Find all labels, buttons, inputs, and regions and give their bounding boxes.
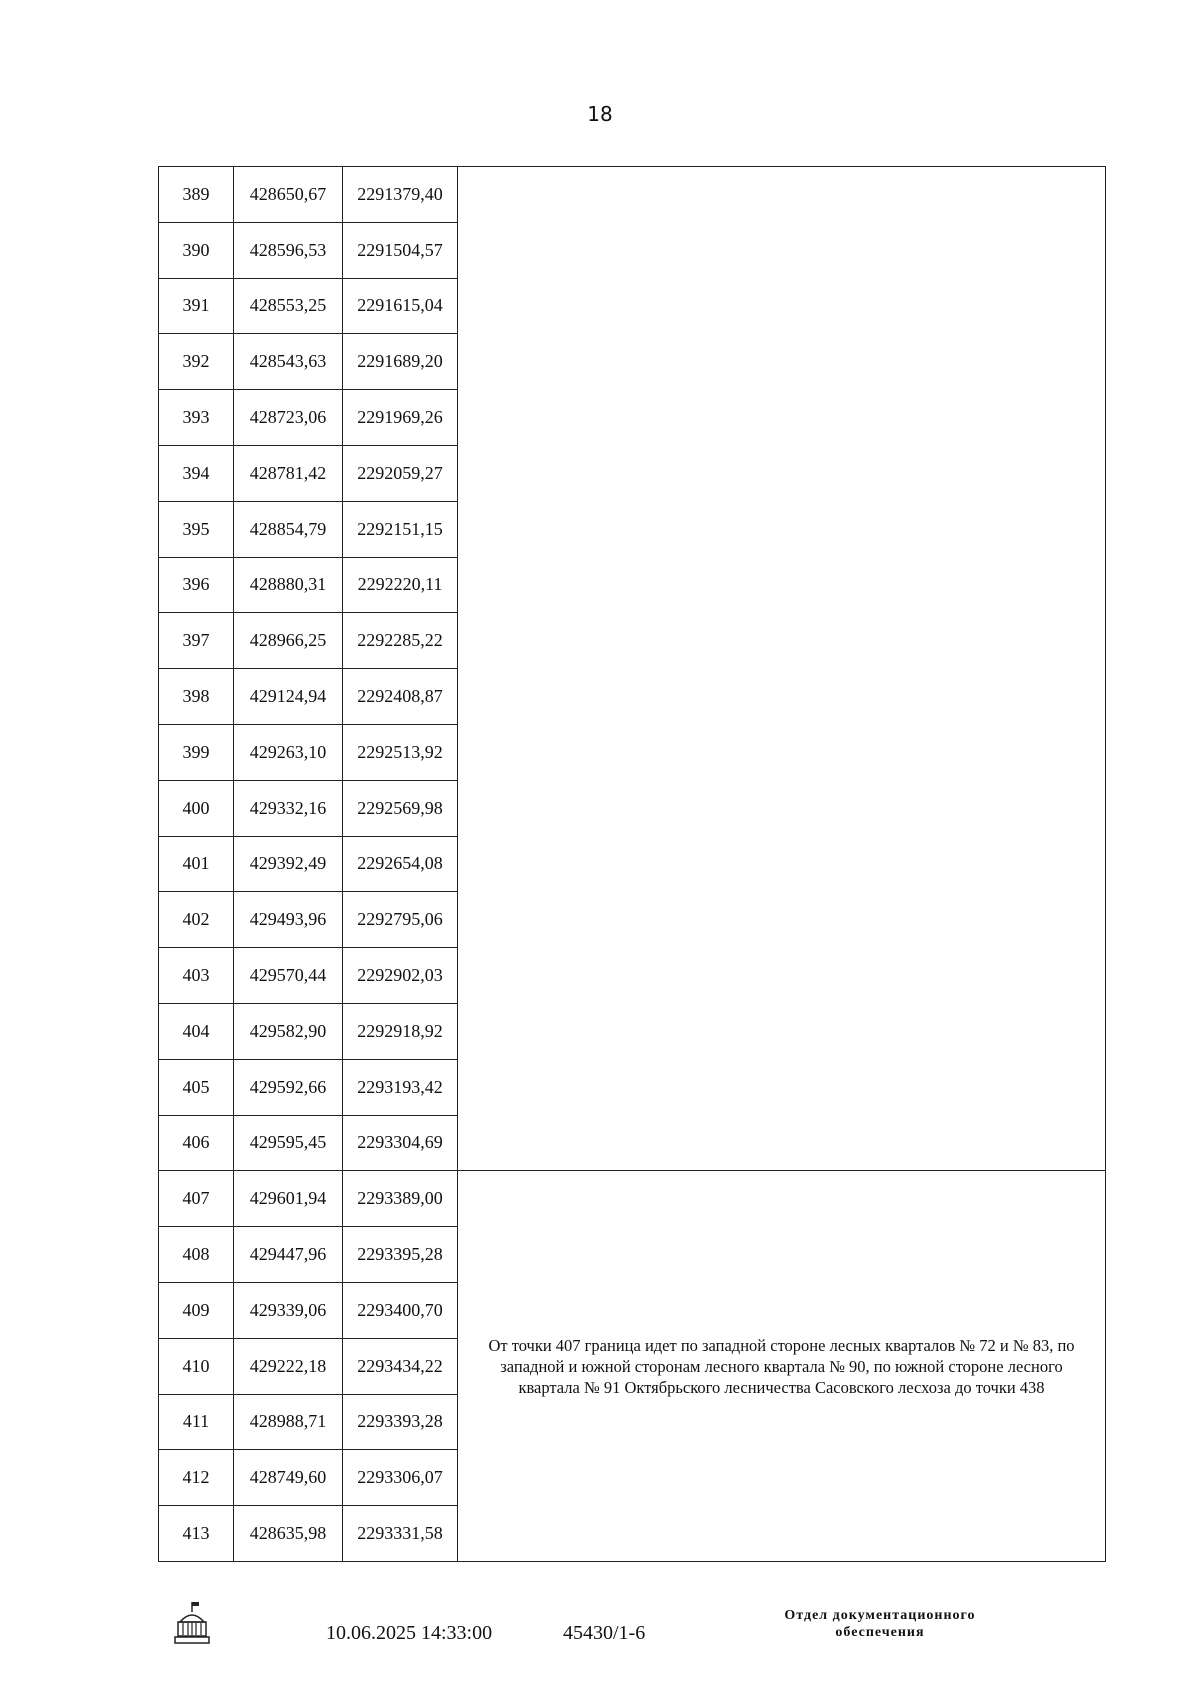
- point-number-cell: 406: [159, 1115, 234, 1171]
- x-coordinate-cell: 428749,60: [234, 1450, 343, 1506]
- point-number-cell: 410: [159, 1338, 234, 1394]
- point-number-cell: 396: [159, 557, 234, 613]
- point-number-cell: 397: [159, 613, 234, 669]
- y-coordinate-cell: 2292220,11: [343, 557, 458, 613]
- footer-department: [735, 1607, 1025, 1641]
- y-coordinate-cell: 2292654,08: [343, 836, 458, 892]
- x-coordinate-cell: 429222,18: [234, 1338, 343, 1394]
- duma-building-logo-icon: [172, 1600, 212, 1646]
- y-coordinate-cell: 2292151,15: [343, 501, 458, 557]
- y-coordinate-cell: 2293193,42: [343, 1059, 458, 1115]
- x-coordinate-cell: 428781,42: [234, 445, 343, 501]
- y-coordinate-cell: 2292569,98: [343, 780, 458, 836]
- x-coordinate-cell: 429392,49: [234, 836, 343, 892]
- point-number-cell: 404: [159, 1003, 234, 1059]
- y-coordinate-cell: 2293306,07: [343, 1450, 458, 1506]
- table-row: [159, 167, 1106, 223]
- x-coordinate-cell: 428854,79: [234, 501, 343, 557]
- x-coordinate-cell: 429263,10: [234, 724, 343, 780]
- y-coordinate-cell: 2292059,27: [343, 445, 458, 501]
- y-coordinate-cell: 2293400,70: [343, 1282, 458, 1338]
- point-number-cell: 403: [159, 948, 234, 1004]
- point-number-cell: 400: [159, 780, 234, 836]
- footer-department-line-1: Отдел документационного: [784, 1608, 976, 1623]
- y-coordinate-cell: 2291504,57: [343, 222, 458, 278]
- y-coordinate-cell: 2293434,22: [343, 1338, 458, 1394]
- point-number-cell: 411: [159, 1394, 234, 1450]
- y-coordinate-cell: 2293395,28: [343, 1227, 458, 1283]
- x-coordinate-cell: 428650,67: [234, 167, 343, 223]
- x-coordinate-cell: 429493,96: [234, 892, 343, 948]
- x-coordinate-cell: 428723,06: [234, 390, 343, 446]
- y-coordinate-cell: 2293331,58: [343, 1506, 458, 1562]
- point-number-cell: 398: [159, 669, 234, 725]
- x-coordinate-cell: 428553,25: [234, 278, 343, 334]
- point-number-cell: 389: [159, 167, 234, 223]
- x-coordinate-cell: 429332,16: [234, 780, 343, 836]
- coordinates-table-body: [159, 167, 1106, 1562]
- boundary-description-cell: От точки 407 граница идет по западной стороне лесных кварталов № 72 и № 83, по западной и южной сторонам лесного квартала № 90, по южной стороне лесного квартала № 91 Октябрьского лесничества Сасовского лесхоза до точки 438: [458, 1171, 1106, 1562]
- x-coordinate-cell: 428880,31: [234, 557, 343, 613]
- x-coordinate-cell: 429595,45: [234, 1115, 343, 1171]
- y-coordinate-cell: 2291615,04: [343, 278, 458, 334]
- y-coordinate-cell: 2293389,00: [343, 1171, 458, 1227]
- y-coordinate-cell: 2293393,28: [343, 1394, 458, 1450]
- y-coordinate-cell: 2292285,22: [343, 613, 458, 669]
- point-number-cell: 393: [159, 390, 234, 446]
- point-number-cell: 407: [159, 1171, 234, 1227]
- page-number: 18: [587, 102, 613, 126]
- y-coordinate-cell: 2292795,06: [343, 892, 458, 948]
- point-number-cell: 399: [159, 724, 234, 780]
- x-coordinate-cell: 429592,66: [234, 1059, 343, 1115]
- point-number-cell: 392: [159, 334, 234, 390]
- x-coordinate-cell: 429570,44: [234, 948, 343, 1004]
- x-coordinate-cell: 429124,94: [234, 669, 343, 725]
- x-coordinate-cell: 429601,94: [234, 1171, 343, 1227]
- x-coordinate-cell: 428596,53: [234, 222, 343, 278]
- point-number-cell: 395: [159, 501, 234, 557]
- point-number-cell: 391: [159, 278, 234, 334]
- y-coordinate-cell: 2292918,92: [343, 1003, 458, 1059]
- table-row: [159, 1171, 1106, 1227]
- point-number-cell: 413: [159, 1506, 234, 1562]
- point-number-cell: 390: [159, 222, 234, 278]
- point-number-cell: 405: [159, 1059, 234, 1115]
- y-coordinate-cell: 2292902,03: [343, 948, 458, 1004]
- y-coordinate-cell: 2291379,40: [343, 167, 458, 223]
- point-number-cell: 401: [159, 836, 234, 892]
- x-coordinate-cell: 429582,90: [234, 1003, 343, 1059]
- point-number-cell: 408: [159, 1227, 234, 1283]
- y-coordinate-cell: 2291969,26: [343, 390, 458, 446]
- point-number-cell: 409: [159, 1282, 234, 1338]
- y-coordinate-cell: 2292513,92: [343, 724, 458, 780]
- x-coordinate-cell: 428635,98: [234, 1506, 343, 1562]
- boundary-description-cell: [458, 167, 1106, 1171]
- coordinates-table: [158, 166, 1106, 1562]
- y-coordinate-cell: 2292408,87: [343, 669, 458, 725]
- y-coordinate-cell: 2291689,20: [343, 334, 458, 390]
- point-number-cell: 412: [159, 1450, 234, 1506]
- point-number-cell: 402: [159, 892, 234, 948]
- footer-datetime: 10.06.2025 14:33:00: [326, 1622, 493, 1644]
- x-coordinate-cell: 428988,71: [234, 1394, 343, 1450]
- y-coordinate-cell: 2293304,69: [343, 1115, 458, 1171]
- x-coordinate-cell: 428966,25: [234, 613, 343, 669]
- x-coordinate-cell: 428543,63: [234, 334, 343, 390]
- x-coordinate-cell: 429339,06: [234, 1282, 343, 1338]
- footer-department-line-2: обеспечения: [835, 1625, 925, 1640]
- point-number-cell: 394: [159, 445, 234, 501]
- footer-document-number: 45430/1-6: [563, 1622, 646, 1644]
- x-coordinate-cell: 429447,96: [234, 1227, 343, 1283]
